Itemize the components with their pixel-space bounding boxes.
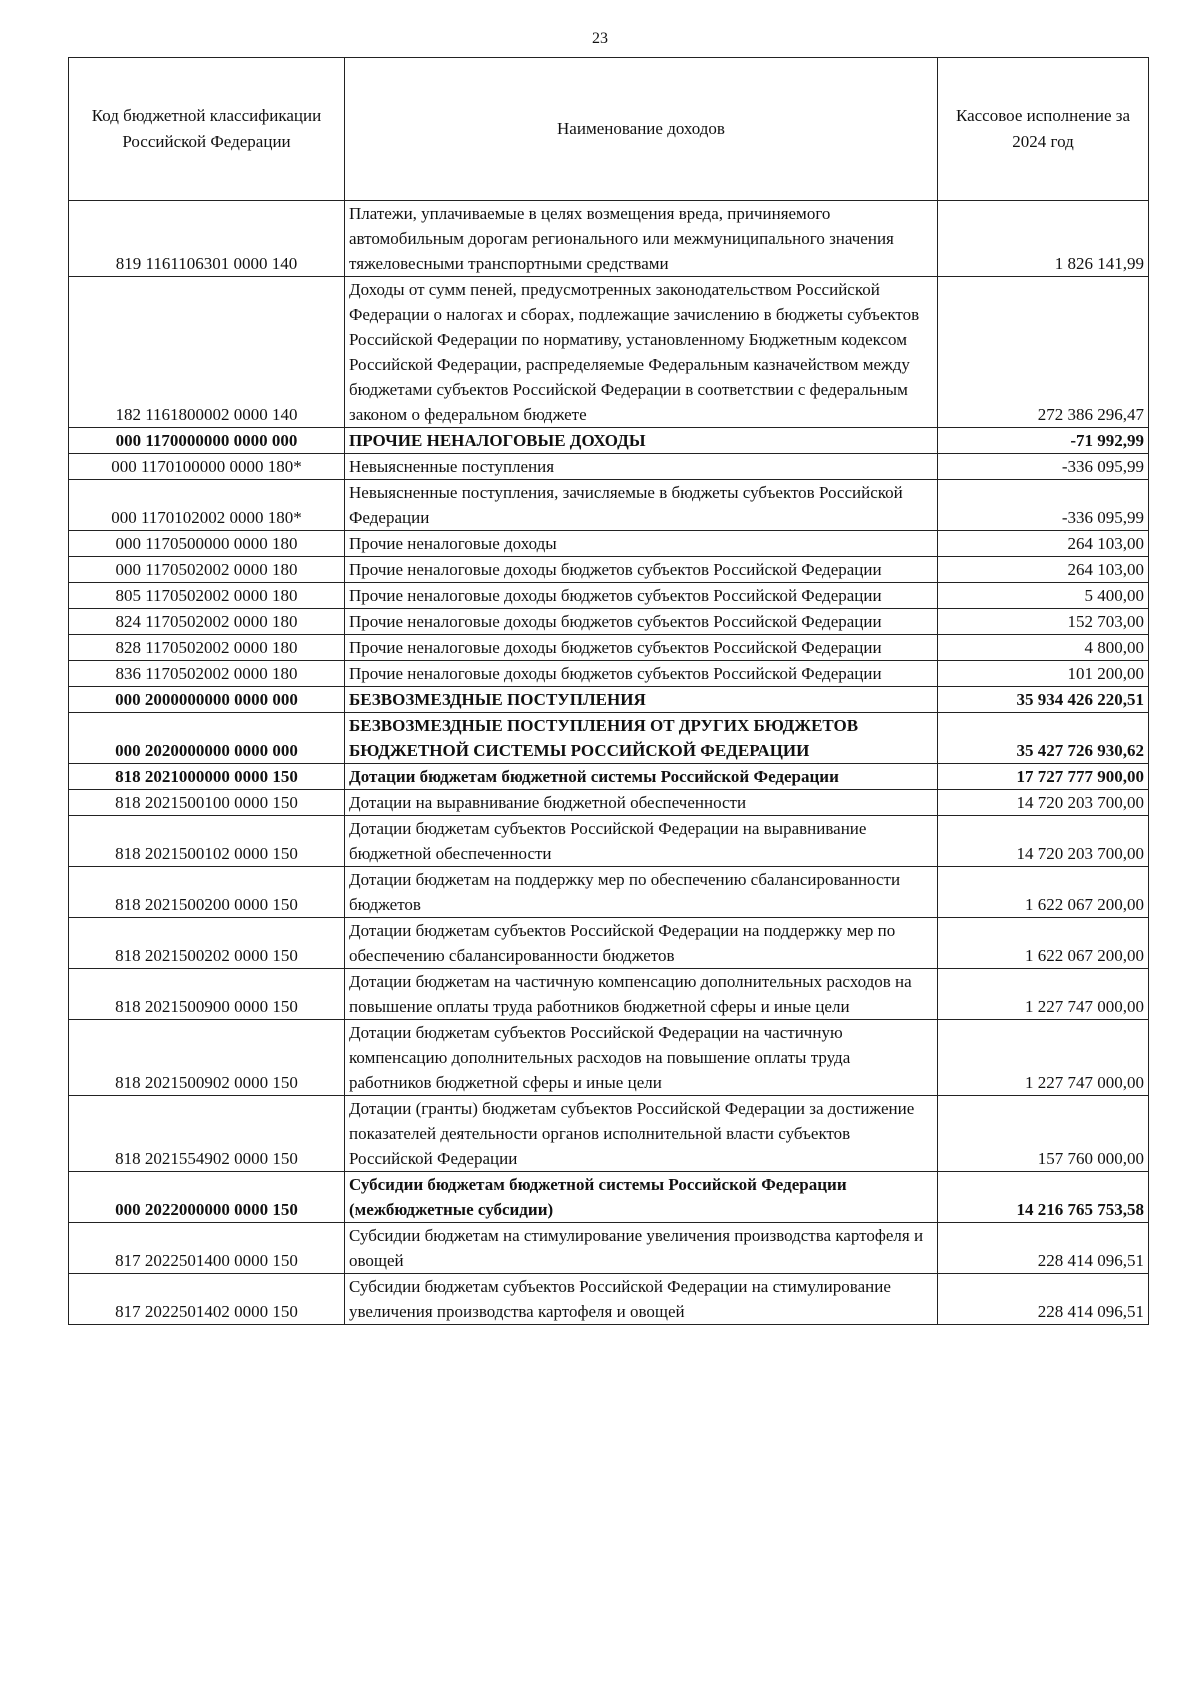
table-row [69,1020,1149,1096]
row-code: 000 2000000000 0000 000 [69,687,345,713]
row-name: Дотации бюджетам субъектов Российской Федерации на выравнивание бюджетной обеспеченности [345,816,938,867]
table-row [69,635,1149,661]
row-name: Дотации бюджетам субъектов Российской Федерации на поддержку мер по обеспечению сбалансированности бюджетов [345,918,938,969]
row-name: Прочие неналоговые доходы бюджетов субъектов Российской Федерации [345,635,938,661]
row-code: 817 2022501402 0000 150 [69,1274,345,1325]
row-name: Доходы от сумм пеней, предусмотренных законодательством Российской Федерации о налогах и сборах, подлежащие зачислению в бюджеты субъектов Российской Федерации по нормативу, установленному Бюджетным кодексом Российской Федерации, распределяемые Федеральным казначейством между бюджетами субъектов Российской Федерации в соответствии с федеральным законом о федеральном бюджете [345,277,938,428]
table-row [69,867,1149,918]
row-code: 818 2021500100 0000 150 [69,790,345,816]
row-code: 000 2022000000 0000 150 [69,1172,345,1223]
table-row [69,557,1149,583]
row-name: Субсидии бюджетам бюджетной системы Российской Федерации (межбюджетные субсидии) [345,1172,938,1223]
table-row [69,454,1149,480]
row-code: 818 2021500202 0000 150 [69,918,345,969]
row-amount: 152 703,00 [938,609,1149,635]
row-name: Платежи, уплачиваемые в целях возмещения вреда, причиняемого автомобильным дорогам регионального или межмуниципального значения тяжеловесными транспортными средствами [345,201,938,277]
row-code: 828 1170502002 0000 180 [69,635,345,661]
row-code: 824 1170502002 0000 180 [69,609,345,635]
row-code: 182 1161800002 0000 140 [69,277,345,428]
row-code: 000 1170502002 0000 180 [69,557,345,583]
row-name: Прочие неналоговые доходы [345,531,938,557]
row-amount: 157 760 000,00 [938,1096,1149,1172]
row-name: Дотации бюджетам бюджетной системы Российской Федерации [345,764,938,790]
row-code: 818 2021500900 0000 150 [69,969,345,1020]
table-row [69,480,1149,531]
row-code: 818 2021554902 0000 150 [69,1096,345,1172]
row-code: 818 2021500200 0000 150 [69,867,345,918]
row-name: Субсидии бюджетам субъектов Российской Федерации на стимулирование увеличения производства картофеля и овощей [345,1274,938,1325]
row-amount: -71 992,99 [938,428,1149,454]
row-amount: 14 720 203 700,00 [938,816,1149,867]
row-name: Прочие неналоговые доходы бюджетов субъектов Российской Федерации [345,557,938,583]
row-name: Невыясненные поступления [345,454,938,480]
row-amount: 4 800,00 [938,635,1149,661]
row-code: 805 1170502002 0000 180 [69,583,345,609]
table-row [69,969,1149,1020]
table-row [69,277,1149,428]
row-code: 818 2021500902 0000 150 [69,1020,345,1096]
row-amount: 1 826 141,99 [938,201,1149,277]
row-name: Прочие неналоговые доходы бюджетов субъектов Российской Федерации [345,583,938,609]
row-name: Дотации (гранты) бюджетам субъектов Российской Федерации за достижение показателей деятельности органов исполнительной власти субъектов Российской Федерации [345,1096,938,1172]
table-row [69,531,1149,557]
table-row [69,713,1149,764]
table-row [69,201,1149,277]
row-code: 000 1170000000 0000 000 [69,428,345,454]
table-row [69,1274,1149,1325]
row-amount: 264 103,00 [938,531,1149,557]
row-name: Прочие неналоговые доходы бюджетов субъектов Российской Федерации [345,609,938,635]
row-amount: 228 414 096,51 [938,1274,1149,1325]
row-name: Прочие неналоговые доходы бюджетов субъектов Российской Федерации [345,661,938,687]
row-code: 818 2021000000 0000 150 [69,764,345,790]
table-row [69,790,1149,816]
row-code: 000 1170102002 0000 180* [69,480,345,531]
row-amount: 264 103,00 [938,557,1149,583]
table-header-row [69,58,1149,201]
table-row [69,661,1149,687]
page-number: 23 [592,30,608,47]
row-amount: -336 095,99 [938,454,1149,480]
row-amount: 5 400,00 [938,583,1149,609]
row-name: ПРОЧИЕ НЕНАЛОГОВЫЕ ДОХОДЫ [345,428,938,454]
row-code: 000 1170500000 0000 180 [69,531,345,557]
row-name: БЕЗВОЗМЕЗДНЫЕ ПОСТУПЛЕНИЯ ОТ ДРУГИХ БЮДЖЕТОВ БЮДЖЕТНОЙ СИСТЕМЫ РОССИЙСКОЙ ФЕДЕРАЦИИ [345,713,938,764]
table-row [69,609,1149,635]
row-amount: 101 200,00 [938,661,1149,687]
table-row [69,583,1149,609]
table-row [69,1172,1149,1223]
row-code: 817 2022501400 0000 150 [69,1223,345,1274]
row-code: 000 1170100000 0000 180* [69,454,345,480]
row-amount: 228 414 096,51 [938,1223,1149,1274]
header-code: Код бюджетной классификации Российской Федерации [69,58,345,201]
row-name: Дотации бюджетам на поддержку мер по обеспечению сбалансированности бюджетов [345,867,938,918]
row-amount: 14 720 203 700,00 [938,790,1149,816]
table-row [69,816,1149,867]
table-row [69,428,1149,454]
row-code: 818 2021500102 0000 150 [69,816,345,867]
row-name: Дотации бюджетам субъектов Российской Федерации на частичную компенсацию дополнительных расходов на повышение оплаты труда работников бюджетной сферы и иные цели [345,1020,938,1096]
row-code: 836 1170502002 0000 180 [69,661,345,687]
row-amount: 35 934 426 220,51 [938,687,1149,713]
row-code: 000 2020000000 0000 000 [69,713,345,764]
row-amount: 14 216 765 753,58 [938,1172,1149,1223]
table-row [69,1096,1149,1172]
row-code: 819 1161106301 0000 140 [69,201,345,277]
table-row [69,764,1149,790]
row-name: Дотации бюджетам на частичную компенсацию дополнительных расходов на повышение оплаты труда работников бюджетной сферы и иные цели [345,969,938,1020]
row-amount: 1 227 747 000,00 [938,969,1149,1020]
row-name: Дотации на выравнивание бюджетной обеспеченности [345,790,938,816]
row-name: БЕЗВОЗМЕЗДНЫЕ ПОСТУПЛЕНИЯ [345,687,938,713]
row-amount: 1 622 067 200,00 [938,918,1149,969]
table-row [69,1223,1149,1274]
header-name: Наименование доходов [345,58,938,201]
table-row [69,918,1149,969]
budget-table [68,57,1149,1325]
row-amount: 1 227 747 000,00 [938,1020,1149,1096]
row-amount: -336 095,99 [938,480,1149,531]
row-amount: 1 622 067 200,00 [938,867,1149,918]
table-row [69,687,1149,713]
header-amount: Кассовое исполнение за 2024 год [938,58,1149,201]
row-amount: 272 386 296,47 [938,277,1149,428]
row-name: Невыясненные поступления, зачисляемые в бюджеты субъектов Российской Федерации [345,480,938,531]
row-name: Субсидии бюджетам на стимулирование увеличения производства картофеля и овощей [345,1223,938,1274]
row-amount: 17 727 777 900,00 [938,764,1149,790]
row-amount: 35 427 726 930,62 [938,713,1149,764]
